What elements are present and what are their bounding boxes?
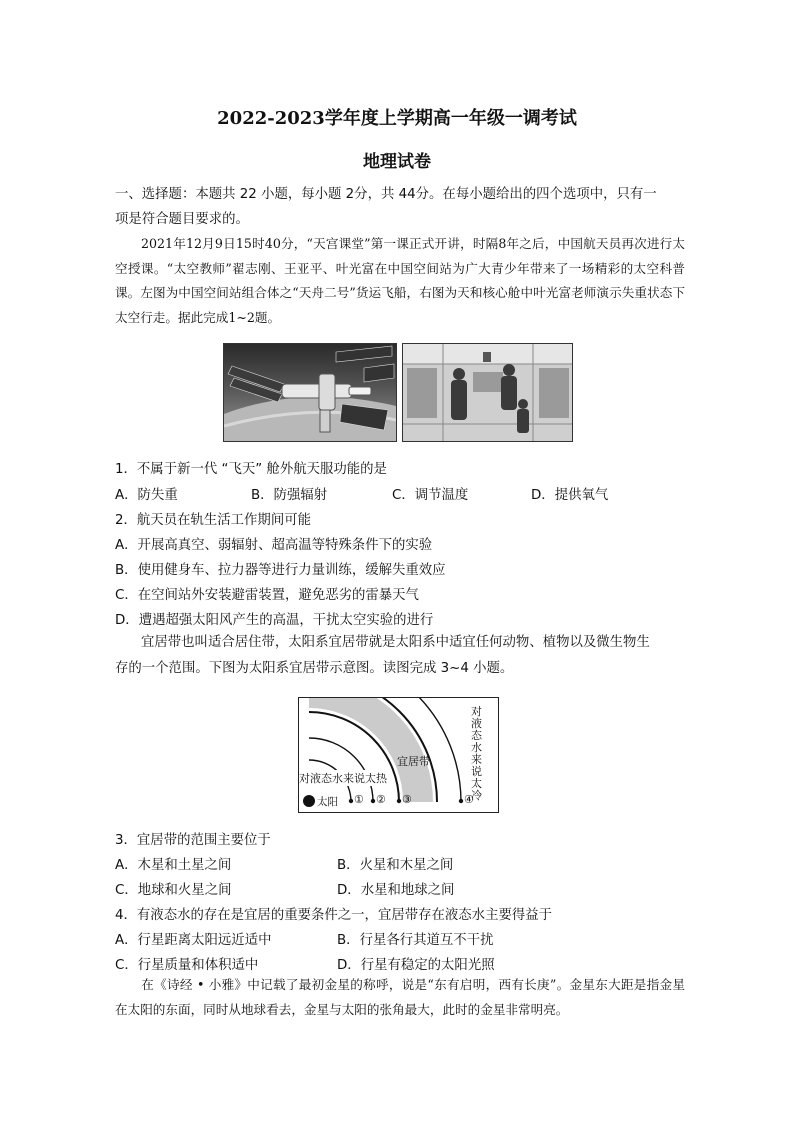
passage-habitable-zone: 宜居带也叫适合居住带，太阳系宜居带就是太阳系中适宜任何动物、植物以及微生物生: [141, 635, 650, 650]
q2-option-d: D．遭遇超强太阳风产生的高温，干扰太空实验的进行: [115, 613, 434, 628]
passage-venus: [115, 973, 685, 1022]
section-instructions-cont: 项是符合题目要求的。: [115, 212, 249, 227]
q2-option-c: C．在空间站外安装避雷装置，避免恶劣的雷暴天气: [115, 588, 419, 603]
q4-stem: 4．有液态水的存在是宜居的重要条件之一，宜居带存在液态水主要得益于: [115, 908, 553, 923]
q3-stem: 3．宜居带的范围主要位于: [115, 833, 271, 848]
q2-option-a: A．开展高真空、弱辐射、超高温等特殊条件下的实验: [115, 538, 433, 553]
space-station-photo: [223, 343, 397, 442]
q1-option-a: A．防失重: [115, 488, 178, 503]
marker-3: ③: [402, 793, 412, 806]
q3-option-a: A．木星和土星之间: [115, 858, 232, 873]
habitable-zone-diagram: [298, 697, 499, 813]
sun-label: 太阳: [317, 796, 338, 808]
too-hot-label: 对液态水来说太热: [299, 772, 387, 785]
section-instructions: 一、选择题：本题共 22 小题，每小题 2分，共 44分。在每小题给出的四个选项中，只有一: [115, 187, 657, 202]
marker-4: ④: [464, 793, 474, 806]
q2-option-b: B．使用健身车、拉力器等进行力量训练，缓解失重效应: [115, 563, 446, 578]
q1-option-b: B．防强辐射: [251, 488, 328, 503]
q1-stem: 1．不属于新一代 “飞天” 舱外航天服功能的是: [115, 462, 387, 477]
q4-option-d: D．行星有稳定的太阳光照: [337, 958, 495, 973]
q4-option-a: A．行星距离太阳远近适中: [115, 933, 272, 948]
core-module-photo: [402, 343, 573, 442]
q1-option-c: C．调节温度: [392, 488, 469, 503]
q3-option-b: B．火星和木星之间: [337, 858, 454, 873]
marker-1: ①: [354, 793, 364, 806]
too-cold-label: 对液态水来说太冷: [471, 705, 482, 802]
q3-option-c: C．地球和火星之间: [115, 883, 232, 898]
q3-option-d: D．水星和地球之间: [337, 883, 455, 898]
sun-icon: [303, 795, 315, 807]
habitable-zone-label: 宜居带: [397, 755, 430, 768]
exam-title: 2022-2023学年度上学期高一年级一调考试: [217, 108, 577, 129]
marker-2: ②: [376, 793, 386, 806]
passage-venus-text: 在《诗经 • 小雅》中记载了最初金星的称呼，说是“东有启明，西有长庚”。金星东大距是指金星在太阳的东面，同时从地球看去，金星与太阳的张角最大，此时的金星非常明亮。: [115, 977, 685, 1017]
passage-habitable-zone-cont: 存的一个范围。下图为太阳系宜居带示意图。读图完成 3~4 小题。: [115, 661, 514, 676]
passage-space-class: [115, 232, 685, 330]
q2-stem: 2．航天员在轨生活工作期间可能: [115, 513, 311, 528]
subject-title: 地理试卷: [363, 152, 431, 172]
q1-option-d: D．提供氧气: [531, 488, 609, 503]
q4-option-c: C．行星质量和体积适中: [115, 958, 259, 973]
passage-space-class-text: 2021年12月9日15时40分，“天宫课堂”第一课正式开讲，时隔8年之后，中国航天员再次进行太空授课。“太空教师”翟志刚、王亚平、叶光富在中国空间站为广大青少年带来了一场精彩的太空科普课。左图为中国空间站组合体之“天舟二号”货运飞船，右图为天和核心舱中叶光富老师演示失重状态下太空行走。据此完成1~2题。: [115, 236, 685, 325]
q4-option-b: B．行星各行其道互不干扰: [337, 933, 494, 948]
